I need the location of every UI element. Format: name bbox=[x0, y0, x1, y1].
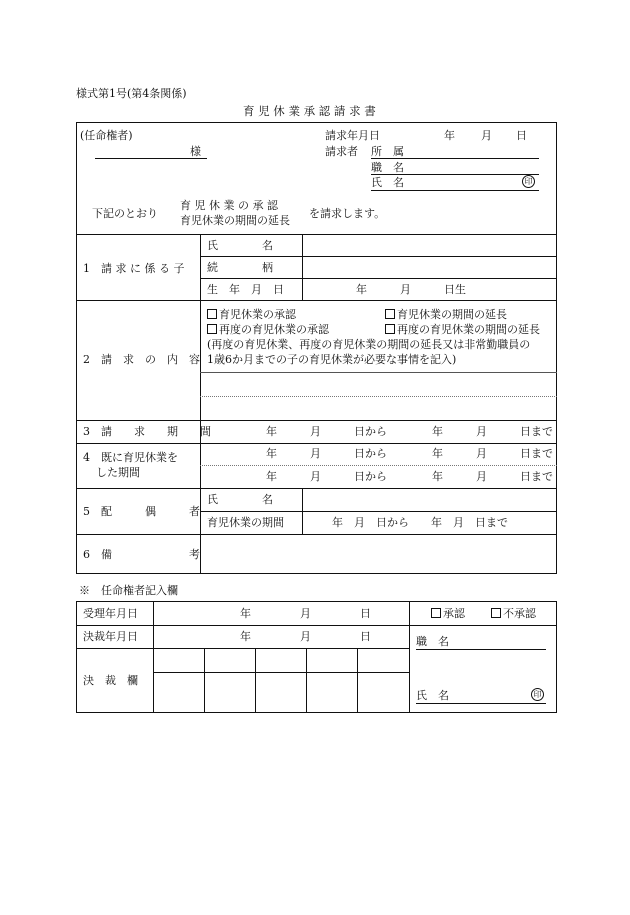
divider-sec3 bbox=[76, 443, 557, 444]
child-relation-label: 続 柄 bbox=[207, 261, 273, 274]
option-label: 再度の育児休業の期間の延長 bbox=[397, 323, 540, 336]
checkbox-icon[interactable] bbox=[207, 324, 217, 334]
grid-col-2 bbox=[255, 648, 256, 713]
request-date-month: 月 bbox=[481, 129, 492, 142]
appointer-label: (任命権者) bbox=[80, 129, 133, 142]
disapprove-label: 不承認 bbox=[503, 607, 536, 620]
grid-col-3 bbox=[306, 648, 307, 713]
spouse-name-label: 氏 名 bbox=[207, 493, 273, 506]
spouse-period-field[interactable]: 年 月 日から 年 月 日まで bbox=[332, 516, 508, 529]
received-date-label: 受理年月日 bbox=[83, 607, 138, 620]
approver-name-label: 氏 名 bbox=[416, 689, 449, 702]
child-section-label: 1 請 求 に 係 る 子 bbox=[83, 262, 185, 275]
option-label: 再度の育児休業の承認 bbox=[219, 323, 329, 336]
request-suffix: を請求します。 bbox=[309, 207, 386, 220]
child-row-divider-2 bbox=[200, 278, 557, 279]
remarks-field[interactable] bbox=[201, 535, 556, 573]
decided-year: 年 bbox=[240, 630, 251, 643]
appointer-right-divider bbox=[409, 601, 410, 713]
affiliation-label: 所 属 bbox=[371, 145, 404, 158]
past-leave-row2-to[interactable]: 年 月 日まで bbox=[432, 470, 553, 483]
past-leave-row1-to[interactable]: 年 月 日まで bbox=[432, 447, 553, 460]
affiliation-line[interactable] bbox=[371, 158, 539, 159]
received-year: 年 bbox=[240, 607, 251, 620]
child-name-label: 氏 名 bbox=[207, 239, 273, 252]
request-date-label: 請求年月日 bbox=[325, 129, 380, 142]
option-label: 育児休業の承認 bbox=[219, 308, 296, 321]
disapprove-option[interactable] bbox=[491, 608, 536, 619]
period-to-field[interactable]: 年 月 日まで bbox=[432, 425, 553, 438]
checkbox-icon[interactable] bbox=[385, 309, 395, 319]
option-extension: 育児休業の期間の延長 bbox=[180, 214, 290, 227]
checkbox-icon[interactable] bbox=[431, 608, 441, 618]
grid-col-4 bbox=[357, 648, 358, 713]
child-birth-field[interactable]: 年 月 日生 bbox=[356, 283, 466, 296]
name-label: 氏 名 bbox=[371, 176, 404, 189]
decided-day: 日 bbox=[360, 630, 371, 643]
form-number: 様式第1号(第4条関係) bbox=[76, 87, 187, 100]
option-approval: 育 児 休 業 の 承 認 bbox=[180, 199, 278, 212]
child-birth-label: 生 年 月 日 bbox=[207, 283, 284, 296]
received-month: 月 bbox=[300, 607, 311, 620]
approver-position-line[interactable] bbox=[416, 649, 546, 650]
name-line[interactable] bbox=[371, 190, 539, 191]
sama-label: 様 bbox=[190, 145, 201, 158]
appointer-table-border bbox=[76, 601, 557, 713]
content-note-line2: 1歳6か月までの子の育児休業が必要な事情を記入) bbox=[207, 353, 457, 366]
past-leave-label-2: した期間 bbox=[96, 466, 140, 479]
request-date-year: 年 bbox=[444, 129, 455, 142]
content-note-line1: (再度の育児休業、再度の育児休業の期間の延長又は非常勤職員の bbox=[207, 338, 531, 351]
content-reason-field[interactable] bbox=[201, 373, 556, 419]
option-leave-extension[interactable] bbox=[385, 309, 507, 320]
spouse-section-label: 5 配 偶 者 bbox=[83, 505, 200, 518]
appointer-name-line[interactable] bbox=[95, 158, 207, 159]
approver-position-label: 職 名 bbox=[416, 635, 449, 648]
option-leave-approval[interactable] bbox=[207, 309, 296, 320]
past-leave-label-1: 4 既に育児休業を bbox=[83, 451, 178, 464]
divider-sec2 bbox=[76, 420, 557, 421]
child-relation-field[interactable] bbox=[303, 257, 556, 278]
approver-name-line[interactable] bbox=[416, 703, 546, 704]
divider-sec1 bbox=[76, 300, 557, 301]
child-name-field[interactable] bbox=[303, 235, 556, 256]
requester-label: 請求者 bbox=[325, 145, 358, 158]
spouse-period-label: 育児休業の期間 bbox=[207, 516, 284, 529]
position-line[interactable] bbox=[371, 174, 539, 175]
content-section-label: 2 請 求 の 内 容 bbox=[83, 353, 200, 366]
period-from-field[interactable]: 年 月 日から bbox=[266, 425, 387, 438]
decided-month: 月 bbox=[300, 630, 311, 643]
seal-mark: 印 bbox=[522, 175, 535, 188]
past-leave-dotted-line bbox=[200, 465, 557, 466]
checkbox-icon[interactable] bbox=[491, 608, 501, 618]
option-repeat-approval[interactable] bbox=[207, 324, 329, 335]
spouse-row-divider bbox=[200, 511, 557, 512]
approve-label: 承認 bbox=[443, 607, 465, 620]
period-section-label: 3 請 求 期 間 bbox=[83, 425, 211, 438]
past-leave-row2-from[interactable]: 年 月 日から bbox=[266, 470, 387, 483]
option-label: 育児休業の期間の延長 bbox=[397, 308, 507, 321]
appointer-row-divider-1 bbox=[76, 625, 557, 626]
request-date-day: 日 bbox=[516, 129, 527, 142]
checkbox-icon[interactable] bbox=[207, 309, 217, 319]
decided-date-label: 決裁年月日 bbox=[83, 630, 138, 643]
remarks-section-label: 6 備 考 bbox=[83, 548, 200, 561]
checkbox-icon[interactable] bbox=[385, 324, 395, 334]
approver-seal-mark: 印 bbox=[531, 688, 544, 701]
intro-text: 下記のとおり bbox=[92, 207, 158, 220]
option-repeat-extension[interactable] bbox=[385, 324, 540, 335]
appointer-row-divider-2 bbox=[76, 648, 409, 649]
approve-option[interactable] bbox=[431, 608, 465, 619]
appointer-section-title: ※ 任命権者記入欄 bbox=[79, 584, 178, 597]
appointer-label-divider bbox=[153, 601, 154, 713]
decision-label: 決 裁 欄 bbox=[83, 674, 138, 687]
form-title: 育 児 休 業 承 認 請 求 書 bbox=[243, 104, 376, 118]
position-label: 職 名 bbox=[371, 161, 404, 174]
spouse-name-field[interactable] bbox=[303, 489, 556, 510]
received-day: 日 bbox=[360, 607, 371, 620]
grid-col-1 bbox=[204, 648, 205, 713]
appointer-grid-divider bbox=[153, 672, 409, 673]
past-leave-row1-from[interactable]: 年 月 日から bbox=[266, 447, 387, 460]
